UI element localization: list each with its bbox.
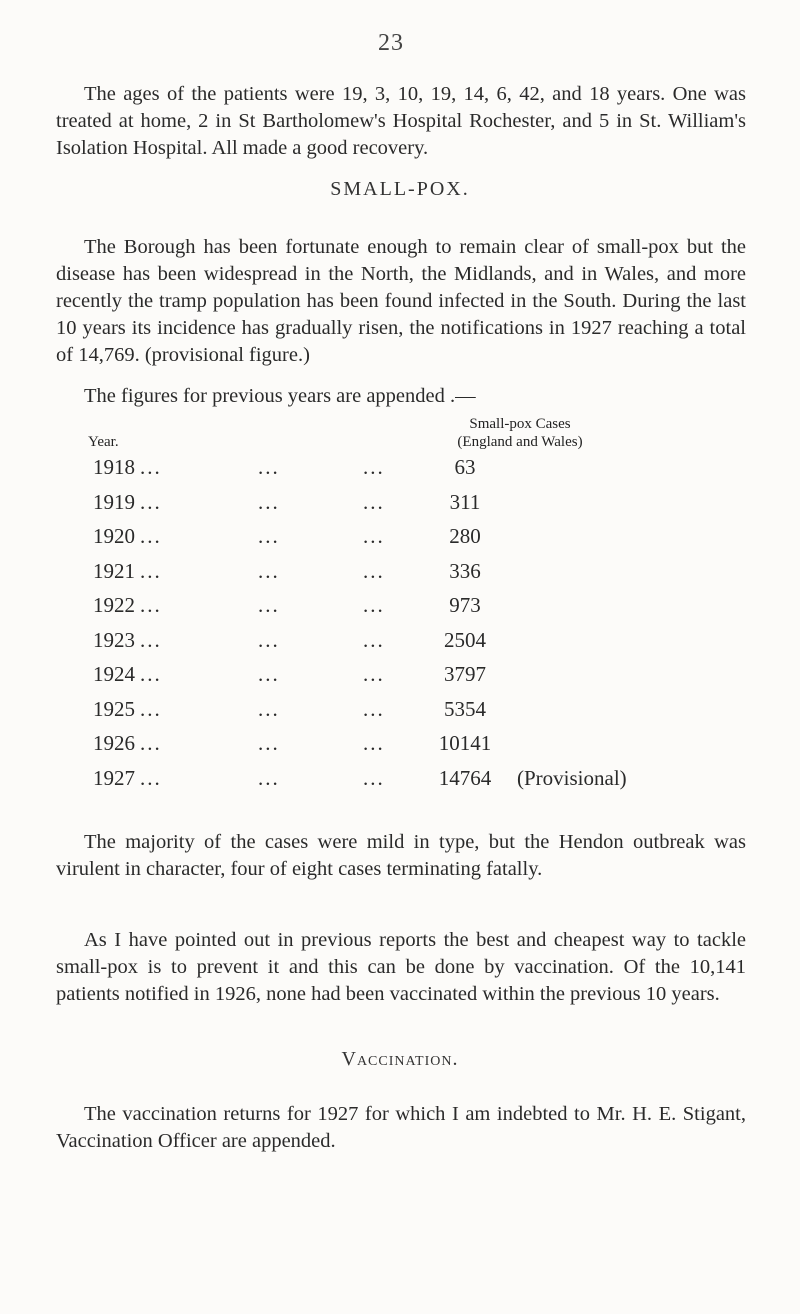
cases-header-line1: Small-pox Cases <box>469 416 571 432</box>
row-dots: ... <box>140 696 162 721</box>
row-year: 1925 <box>93 696 135 721</box>
smallpox-paragraph: The Borough has been fortunate enough to remain clear of small-pox but the disease has been widespread in the North, the Midlands, and in Wales, and more recently the tramp population has been found infected in the South. During the last 10 years its incidence has gradually risen, the notifications in 1927 reaching a total of 14,769. (provisional figure.) <box>56 236 746 366</box>
page-number: 23 <box>378 30 404 56</box>
row-dots: ... <box>363 627 385 652</box>
row-dots: ... <box>140 627 162 652</box>
row-dots: ... <box>258 455 280 479</box>
row-dots: ... <box>363 731 385 755</box>
table-row <box>0 559 800 593</box>
row-year: 1927 <box>93 765 135 790</box>
vaccination-heading: Vaccination. <box>341 1048 459 1070</box>
vaccination-paragraph: As I have pointed out in previous reports the best and cheapest way to tackle small-pox is to prevent it and this can be done by vaccination. Of the 10,141 patients notified in 1926, none had been vaccinated within the previous 10 years. <box>56 929 746 1005</box>
row-dots: ... <box>363 593 385 617</box>
row-dots: ... <box>258 489 280 514</box>
returns-paragraph: The vaccination returns for 1927 for which I am indebted to Mr. H. E. Stigant, Vaccination Officer are appended. <box>56 1103 746 1152</box>
row-year: 1918 <box>93 455 135 479</box>
cases-column-header <box>400 415 640 451</box>
row-cases: 10141 <box>438 731 492 755</box>
row-dots: ... <box>140 765 162 790</box>
row-note: (Provisional) <box>517 765 627 790</box>
smallpox-heading: SMALL-POX. <box>330 178 470 200</box>
cases-header-line2: (England and Wales) <box>457 434 583 450</box>
row-dots: ... <box>258 696 280 721</box>
row-year: 1922 <box>93 593 135 617</box>
row-year: 1920 <box>93 524 135 548</box>
row-dots: ... <box>258 662 280 686</box>
table-row <box>0 697 800 731</box>
row-dots: ... <box>140 593 162 617</box>
row-dots: ... <box>363 662 385 686</box>
table-row <box>0 731 800 765</box>
majority-paragraph: The majority of the cases were mild in type, but the Hendon outbreak was virulent in character, four of eight cases terminating fatally. <box>56 831 746 880</box>
row-dots: ... <box>363 558 385 583</box>
row-year: 1921 <box>93 558 135 583</box>
year-column-header: Year. <box>88 434 119 450</box>
table-row <box>0 662 800 696</box>
table-row <box>0 455 800 489</box>
row-cases: 280 <box>449 524 481 548</box>
table-row <box>0 766 800 800</box>
table-row <box>0 628 800 662</box>
row-dots: ... <box>258 524 280 548</box>
row-dots: ... <box>140 489 162 514</box>
row-dots: ... <box>258 558 280 583</box>
row-dots: ... <box>258 765 280 790</box>
row-dots: ... <box>363 765 385 790</box>
figures-intro: The figures for previous years are appended .— <box>84 385 476 407</box>
intro-paragraph: The ages of the patients were 19, 3, 10, 19, 14, 6, 42, and 18 years. One was treated at home, 2 in St Bartholomew's Hospital Rochester, and 5 in St. William's Isolation Hospital. All made a good recovery. <box>56 83 746 159</box>
row-year: 1924 <box>93 662 135 686</box>
row-cases: 973 <box>449 593 481 617</box>
row-year: 1926 <box>93 731 135 755</box>
row-cases: 3797 <box>444 662 486 686</box>
row-dots: ... <box>363 455 385 479</box>
row-dots: ... <box>363 524 385 548</box>
row-dots: ... <box>363 696 385 721</box>
row-dots: ... <box>258 593 280 617</box>
row-cases: 14764 <box>438 765 492 790</box>
table-row <box>0 490 800 524</box>
row-dots: ... <box>140 558 162 583</box>
row-cases: 63 <box>454 455 476 479</box>
row-cases: 2504 <box>444 627 486 652</box>
row-dots: ... <box>140 524 162 548</box>
table-row <box>0 593 800 627</box>
row-year: 1919 <box>93 489 135 514</box>
row-dots: ... <box>140 731 162 755</box>
row-dots: ... <box>363 489 385 514</box>
row-cases: 311 <box>449 489 481 514</box>
table-row <box>0 524 800 558</box>
row-cases: 336 <box>449 558 481 583</box>
row-dots: ... <box>140 455 162 479</box>
row-cases: 5354 <box>444 696 486 721</box>
row-dots: ... <box>258 731 280 755</box>
row-dots: ... <box>140 662 162 686</box>
row-year: 1923 <box>93 627 135 652</box>
row-dots: ... <box>258 627 280 652</box>
